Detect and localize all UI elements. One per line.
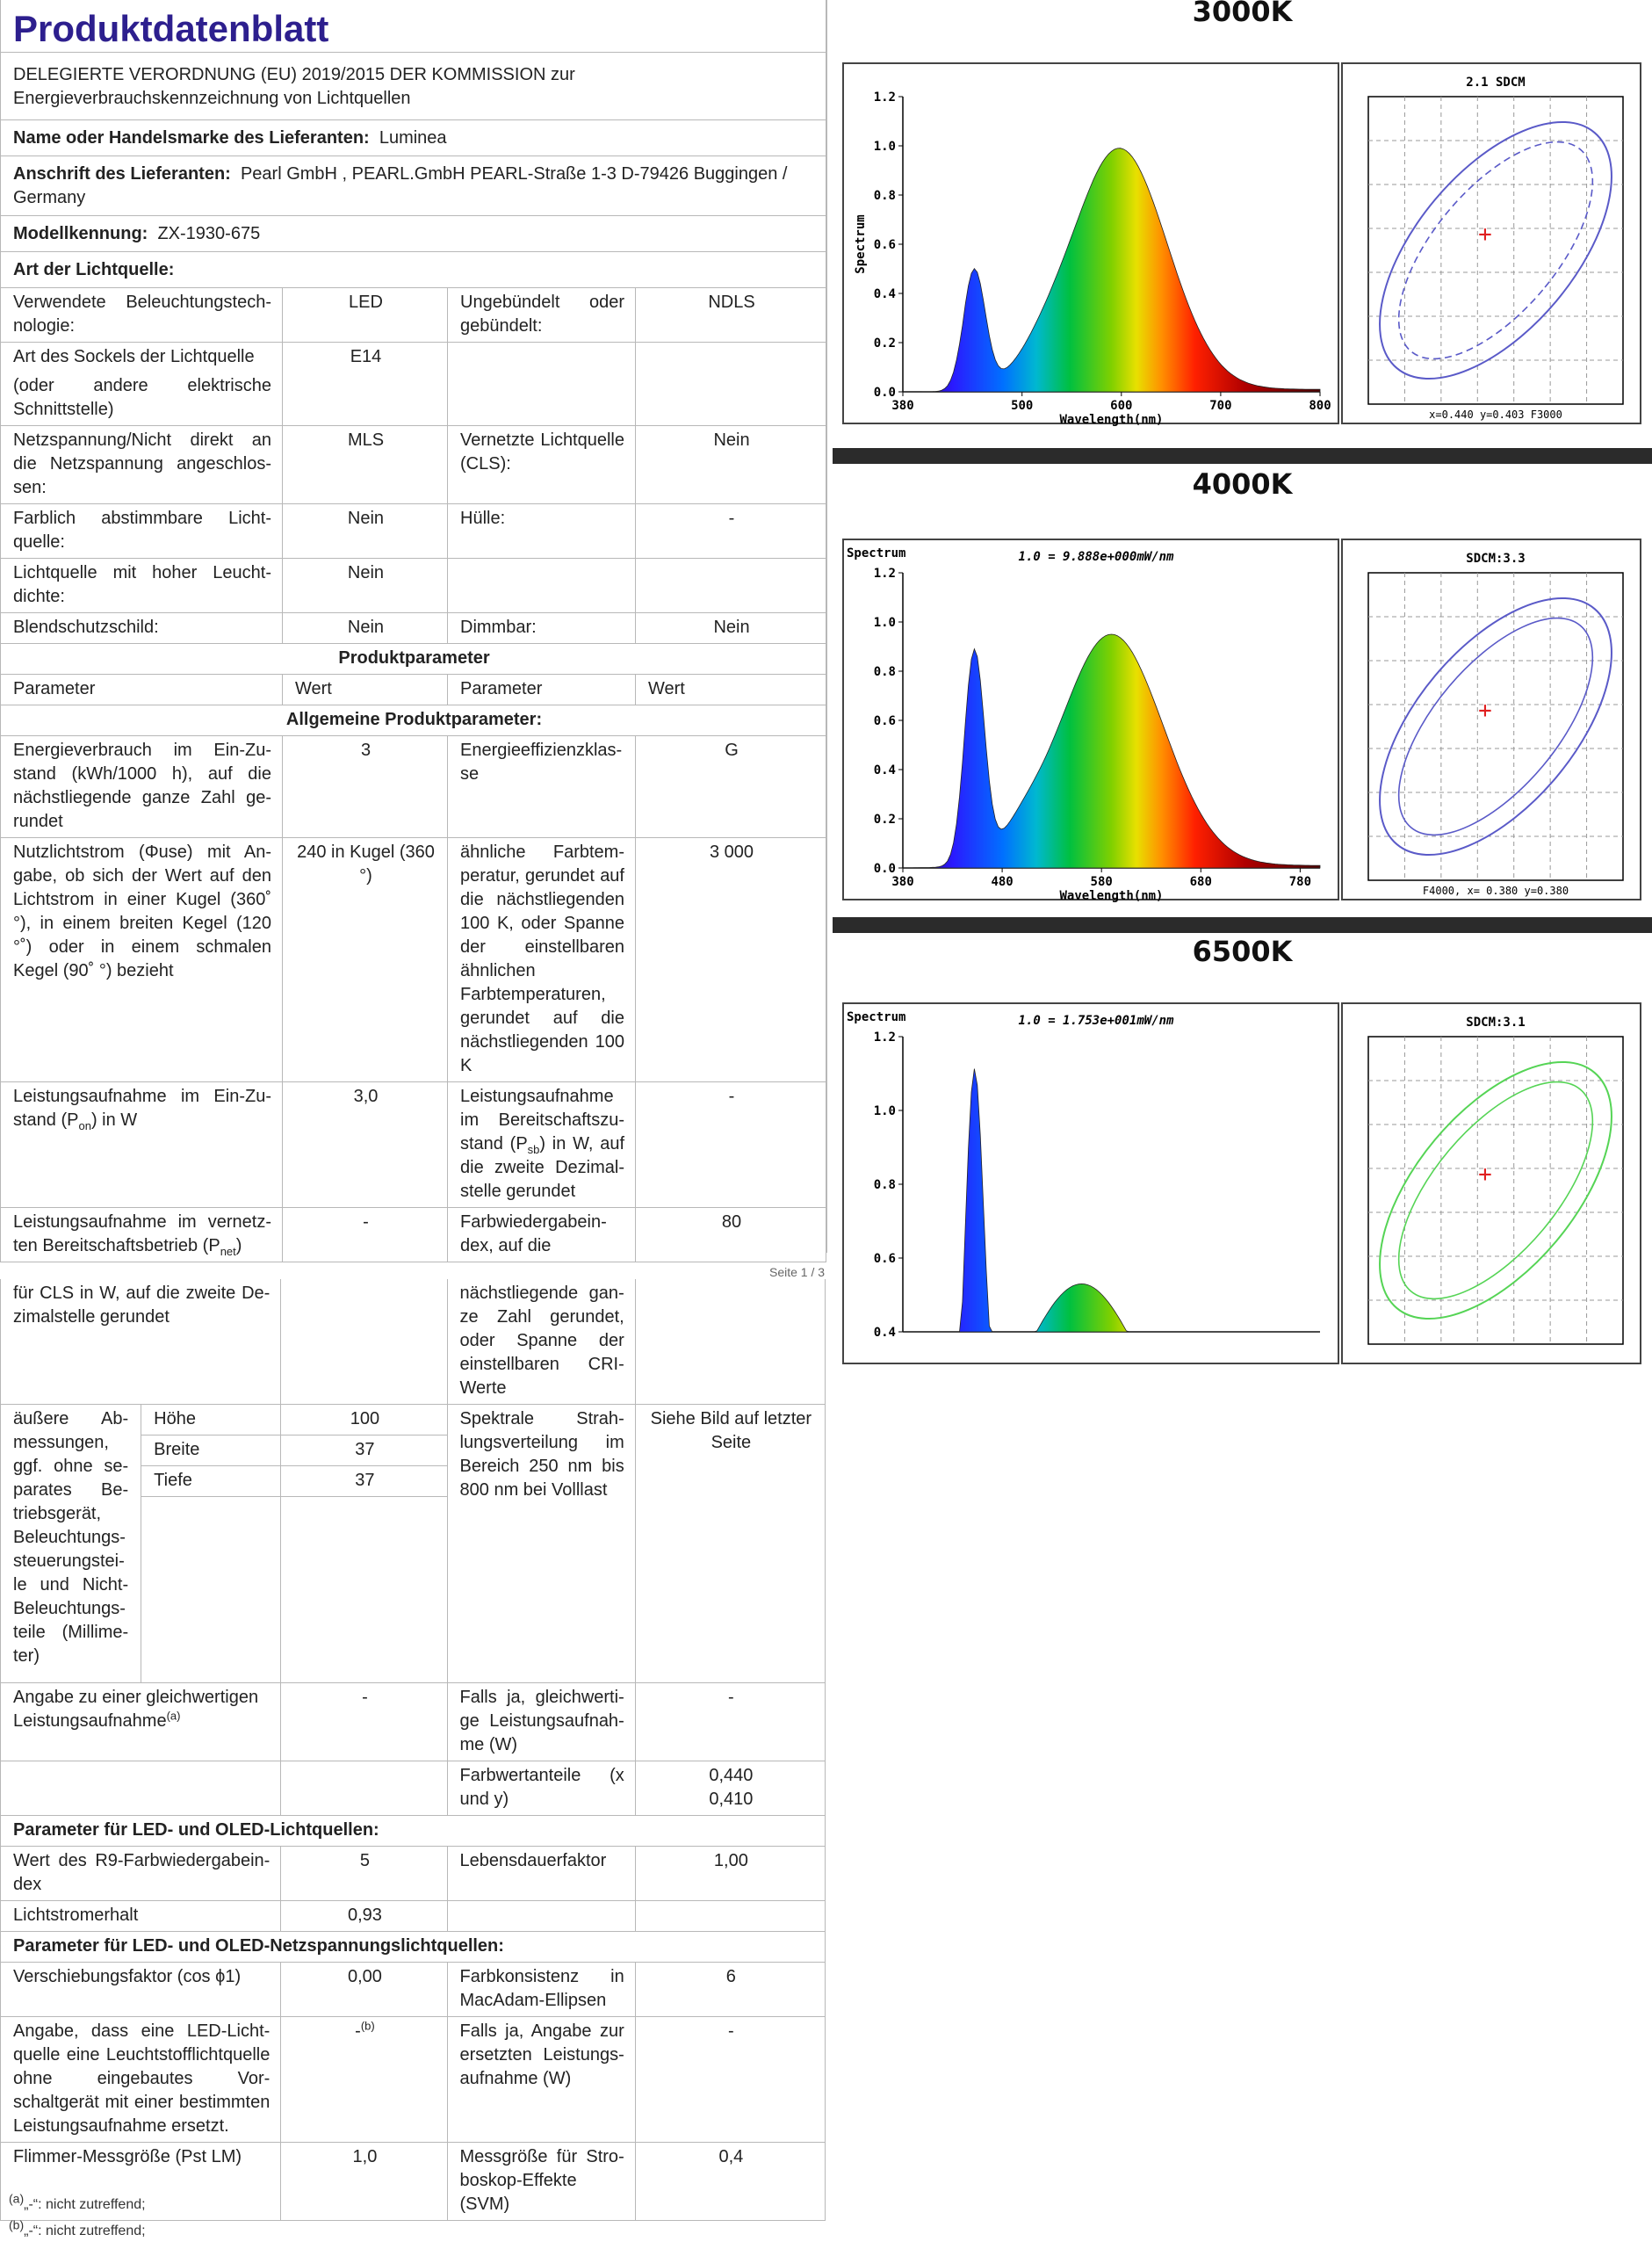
x-tick-label: 800 bbox=[1309, 399, 1331, 413]
tunable-value: Nein bbox=[283, 504, 448, 559]
x-tick-label: 480 bbox=[991, 875, 1014, 889]
technology-label: Verwendete Beleuchtungstechnologie: bbox=[1, 288, 283, 343]
y-tick-label: 0.2 bbox=[873, 336, 896, 351]
spectrum-6500k-chart bbox=[833, 1002, 1652, 1370]
y-tick-label: 1.0 bbox=[873, 140, 896, 154]
hull-label: Hülle: bbox=[448, 504, 636, 559]
bundled-label: Ungebündelt oder gebündelt: bbox=[448, 288, 636, 343]
cls-label: Vernetzte Lichtquelle (CLS): bbox=[448, 426, 636, 504]
pnet-value: - bbox=[283, 1208, 448, 1262]
product-params-heading: Produktparameter bbox=[1, 644, 826, 675]
cls-value: Nein bbox=[636, 426, 826, 504]
regulation-text: DELEGIERTE VERORDNUNG (EU) 2019/2015 DER KOMMISSION zur Energieverbrauchskennzeichnung von Lichtquellen bbox=[1, 53, 826, 120]
y-tick-label: 1.0 bbox=[873, 616, 896, 630]
cosphi-label: Verschiebungsfaktor (cos ϕ1) bbox=[1, 1963, 281, 2017]
col-param-1: Parameter bbox=[1, 675, 283, 705]
footnote-b: $^{(b)}$„-“: nicht zutreffend; bbox=[9, 2217, 146, 2238]
cri-label-cont: nächstliegende ganze Zahl gerundet, oder Spanne der einstellbaren CRI-Werte bbox=[447, 1279, 635, 1405]
y-axis-label: Spectrum bbox=[854, 214, 868, 274]
spectrum-4000K-group bbox=[843, 539, 1652, 903]
lumen-maint-label: Lichtstromerhalt bbox=[1, 1901, 281, 1932]
bundled-value: NDLS bbox=[636, 288, 826, 343]
chart-header: 1.0 = 1.753e+001mW/nm bbox=[1018, 1014, 1174, 1028]
spd-label: Spektrale Strahlungsverteilung im Bereich 250 nm bis 800 nm bei Volllast bbox=[447, 1405, 635, 1683]
x-axis-label: Wavelength(nm) bbox=[1059, 889, 1164, 903]
replacement-watt-label: Falls ja, Angabe zur ersetzten Leistungsaufnahme (W) bbox=[447, 2017, 635, 2143]
y-tick-label: 0.6 bbox=[873, 238, 896, 252]
flux-label: Nutzlichtstrom (Φuse) mit Angabe, ob sich der Wert auf den Lichtstrom in einer Kugel (360˚ °), in einem breiten Kegel (120 °˚) oder in einem schmalen Kegel (90˚ °) bezieht bbox=[1, 838, 283, 1082]
width-value: 37 bbox=[281, 1435, 447, 1466]
width-label: Breite bbox=[141, 1435, 281, 1466]
svm-value: 0,4 bbox=[635, 2143, 825, 2221]
equivalent-watt-label: Falls ja, gleichwertige Leistungsaufnahme (W) bbox=[447, 1683, 635, 1761]
replacement-label: Angabe, dass eine LED-Lichtquelle eine Leuchtstofflichtquelle ohne eingebautes Vorschaltgerät mit einer bestimmten Leistungsaufnahme ersetzt. bbox=[1, 2017, 281, 2143]
panel-separator bbox=[833, 448, 1652, 464]
y-tick-label: 0.2 bbox=[873, 813, 896, 827]
sdcm-label: SDCM:3.3 bbox=[1466, 552, 1526, 566]
datasheet-table-part1 bbox=[0, 0, 826, 1262]
equivalent-power-value: - bbox=[281, 1683, 447, 1761]
eec-label: Energieeffizienzklasse bbox=[448, 736, 636, 838]
supplier-row: Name oder Handelsmarke des Lieferanten: Luminea bbox=[1, 120, 826, 156]
pnet-label: Leistungsaufnahme im vernetzten Bereitschaftsbetrieb $(P_{net})$ bbox=[1, 1208, 283, 1262]
lifetime-value: 1,00 bbox=[635, 1847, 825, 1901]
model-value: ZX-1930-675 bbox=[157, 224, 261, 243]
socket-label: Art des Sockels der Lichtquelle (oder andere elektrische Schnittstelle) bbox=[1, 343, 283, 426]
panel-separator bbox=[833, 917, 1652, 933]
mains-label: Netzspannung/Nicht direkt an die Netzspannung angeschlossen: bbox=[1, 426, 283, 504]
psb-value: - bbox=[636, 1082, 826, 1208]
eec-value: G bbox=[636, 736, 826, 838]
footnote-a: $^{(a)}$„-“: nicht zutreffend; bbox=[9, 2191, 146, 2212]
mains-params-heading: Parameter für LED- und OLED-Netzspannungslichtquellen: bbox=[1, 1932, 826, 1963]
spd-value: Siehe Bild auf letzter Seite bbox=[635, 1405, 825, 1683]
dimensions-label: äußere Abmessungen, ggf. ohne separates Betriebsgerät, Beleuchtungssteuerungsteile und Nicht-Beleuchtungsteile (Millimeter) bbox=[1, 1405, 141, 1683]
spectrum-4000k-title: 4000K bbox=[1192, 467, 1293, 501]
height-value: 100 bbox=[281, 1405, 447, 1435]
y-tick-label: 1.0 bbox=[873, 1104, 896, 1118]
x-tick-label: 700 bbox=[1209, 399, 1232, 413]
depth-label: Tiefe bbox=[141, 1466, 281, 1497]
lumen-maint-value: 0,93 bbox=[281, 1901, 447, 1932]
page-title: Produktdatenblatt bbox=[13, 8, 329, 49]
high-luminance-value: Nein bbox=[283, 559, 448, 613]
spectrum-6500k-title: 6500K bbox=[1192, 935, 1293, 968]
macadam-label: Farbkonsistenz in MacAdam-Ellipsen bbox=[447, 1963, 635, 2017]
x-tick-label: 380 bbox=[891, 875, 914, 889]
technology-value: LED bbox=[283, 288, 448, 343]
address-row: Anschrift des Lieferanten: Pearl GmbH , PEARL.GmbH PEARL-Straße 1-3 D-79426 Buggingen / Germany bbox=[1, 156, 826, 216]
pon-value: 3,0 bbox=[283, 1082, 448, 1208]
sdcm-label: 2.1 SDCM bbox=[1466, 76, 1526, 90]
high-luminance-label: Lichtquelle mit hoher Leuchtdichte: bbox=[1, 559, 283, 613]
x-tick-label: 680 bbox=[1189, 875, 1212, 889]
svm-label: Messgröße für Stroboskop-Effekte (SVM) bbox=[447, 2143, 635, 2221]
r9-value: 5 bbox=[281, 1847, 447, 1901]
supplier-value: Luminea bbox=[379, 128, 447, 148]
spectrum-3000K-group bbox=[843, 63, 1652, 427]
chromaticity-value: 0,440 0,410 bbox=[635, 1761, 825, 1816]
spectrum-6500K-group bbox=[843, 1003, 1652, 1363]
y-tick-label: 1.2 bbox=[873, 1030, 896, 1045]
led-params-heading: Parameter für LED- und OLED-Lichtquellen: bbox=[1, 1816, 826, 1847]
mains-value: MLS bbox=[283, 426, 448, 504]
col-value-2: Wert bbox=[636, 675, 826, 705]
chromaticity-readout: x=0.440 y=0.403 F3000 bbox=[1429, 409, 1562, 421]
y-tick-label: 0.6 bbox=[873, 714, 896, 728]
general-params-heading: Allgemeine Produktparameter: bbox=[1, 705, 826, 736]
replacement-watt-value: - bbox=[635, 2017, 825, 2143]
address-value: Pearl GmbH , PEARL.GmbH PEARL-Straße 1-3 D-79426 Buggingen / Germany bbox=[13, 164, 788, 207]
col-param-2: Parameter bbox=[448, 675, 636, 705]
cri-label: Farbwiedergabeindex, auf die bbox=[448, 1208, 636, 1262]
equivalent-power-label: Angabe zu einer gleichwertigen Leistungsaufnahme$^{(a)}$ bbox=[1, 1683, 281, 1761]
pnet-label-cont: für CLS in W, auf die zweite Dezimalstelle gerundet bbox=[1, 1279, 281, 1405]
psb-label: Leistungsaufnahme im Bereitschaftszustand $(P_{sb})$ in W, auf die zweite Dezimalstelle gerundet bbox=[448, 1082, 636, 1208]
target-marker: + bbox=[1478, 1161, 1492, 1188]
datasheet-table-part2 bbox=[0, 1279, 826, 2221]
datasheet-page1 bbox=[0, 0, 827, 1258]
spectrum-4000k-chart bbox=[833, 538, 1652, 907]
y-tick-label: 0.4 bbox=[873, 763, 896, 777]
y-axis-label: Spectrum bbox=[847, 546, 906, 560]
sdcm-label: SDCM:3.1 bbox=[1466, 1016, 1526, 1030]
datasheet-page2 bbox=[0, 1279, 827, 2228]
tunable-label: Farblich abstimmbare Lichtquelle: bbox=[1, 504, 283, 559]
glare-value: Nein bbox=[283, 613, 448, 644]
flux-value: 240 in Kugel (360 °) bbox=[283, 838, 448, 1082]
y-tick-label: 0.4 bbox=[873, 287, 896, 301]
lightsource-type-label: Art der Lichtquelle: bbox=[1, 252, 826, 288]
energy-value: 3 bbox=[283, 736, 448, 838]
x-tick-label: 600 bbox=[1110, 399, 1133, 413]
y-tick-label: 1.2 bbox=[873, 567, 896, 581]
chromaticity-label: Farbwertanteile (x und y) bbox=[447, 1761, 635, 1816]
y-tick-label: 0.0 bbox=[873, 862, 896, 876]
macadam-value: 6 bbox=[635, 1963, 825, 2017]
pon-label: Leistungsaufnahme im Ein-Zustand $(P_{on})$ in W bbox=[1, 1082, 283, 1208]
y-axis-label: Spectrum bbox=[847, 1010, 906, 1024]
lifetime-label: Lebensdauerfaktor bbox=[447, 1847, 635, 1901]
cct-value: 3 000 bbox=[636, 838, 826, 1082]
dimmable-value: Nein bbox=[636, 613, 826, 644]
depth-value: 37 bbox=[281, 1466, 447, 1497]
page-number: Seite 1 / 3 bbox=[769, 1265, 826, 1279]
y-tick-label: 0.6 bbox=[873, 1252, 896, 1266]
spectrum-6500k-panel bbox=[833, 1002, 1652, 1340]
spectrum-3000k-chart bbox=[833, 61, 1652, 430]
x-tick-label: 780 bbox=[1288, 875, 1312, 889]
equivalent-watt-value: - bbox=[635, 1683, 825, 1761]
spectrum-4000k-panel bbox=[833, 538, 1652, 907]
x-tick-label: 500 bbox=[1011, 399, 1034, 413]
spectrum-3000k-title: 3000K bbox=[1192, 0, 1293, 28]
x-axis-label: Wavelength(nm) bbox=[1059, 413, 1164, 427]
replacement-value: -$^{(b)}$ bbox=[281, 2017, 447, 2143]
model-row: Modellkennung: ZX-1930-675 bbox=[1, 216, 826, 252]
glare-label: Blendschutzschild: bbox=[1, 613, 283, 644]
target-marker: + bbox=[1478, 221, 1492, 248]
dimmable-label: Dimmbar: bbox=[448, 613, 636, 644]
x-tick-label: 380 bbox=[891, 399, 914, 413]
chromaticity-readout: F4000, x= 0.380 y=0.380 bbox=[1422, 885, 1569, 897]
flicker-label: Flimmer-Messgröße (Pst LM) bbox=[1, 2143, 281, 2221]
y-tick-label: 1.2 bbox=[873, 90, 896, 105]
energy-label: Energieverbrauch im Ein-Zustand (kWh/1000 h), auf die nächstliegende ganze Zahl gerundet bbox=[1, 736, 283, 838]
cct-label: ähnliche Farbtemperatur, gerundet auf die nächstliegenden 100 K, oder Spanne der einstellbaren ähnlichen Farbtemperaturen, gerundet auf die nächstliegenden 100 K bbox=[448, 838, 636, 1082]
x-tick-label: 580 bbox=[1090, 875, 1113, 889]
socket-value: E14 bbox=[283, 343, 448, 426]
cri-value: 80 bbox=[636, 1208, 826, 1262]
y-tick-label: 0.0 bbox=[873, 386, 896, 400]
target-marker: + bbox=[1478, 698, 1492, 724]
height-label: Höhe bbox=[141, 1405, 281, 1435]
flicker-value: 1,0 bbox=[281, 2143, 447, 2221]
cosphi-value: 0,00 bbox=[281, 1963, 447, 2017]
y-tick-label: 0.8 bbox=[873, 1178, 896, 1192]
chart-header: 1.0 = 9.888e+000mW/nm bbox=[1018, 550, 1174, 564]
y-tick-label: 0.4 bbox=[873, 1326, 896, 1340]
y-tick-label: 0.8 bbox=[873, 665, 896, 679]
hull-value: - bbox=[636, 504, 826, 559]
y-tick-label: 0.8 bbox=[873, 189, 896, 203]
col-value-1: Wert bbox=[283, 675, 448, 705]
r9-label: Wert des R9-Farbwiedergabeindex bbox=[1, 1847, 281, 1901]
spectrum-3000k-panel bbox=[833, 61, 1652, 430]
